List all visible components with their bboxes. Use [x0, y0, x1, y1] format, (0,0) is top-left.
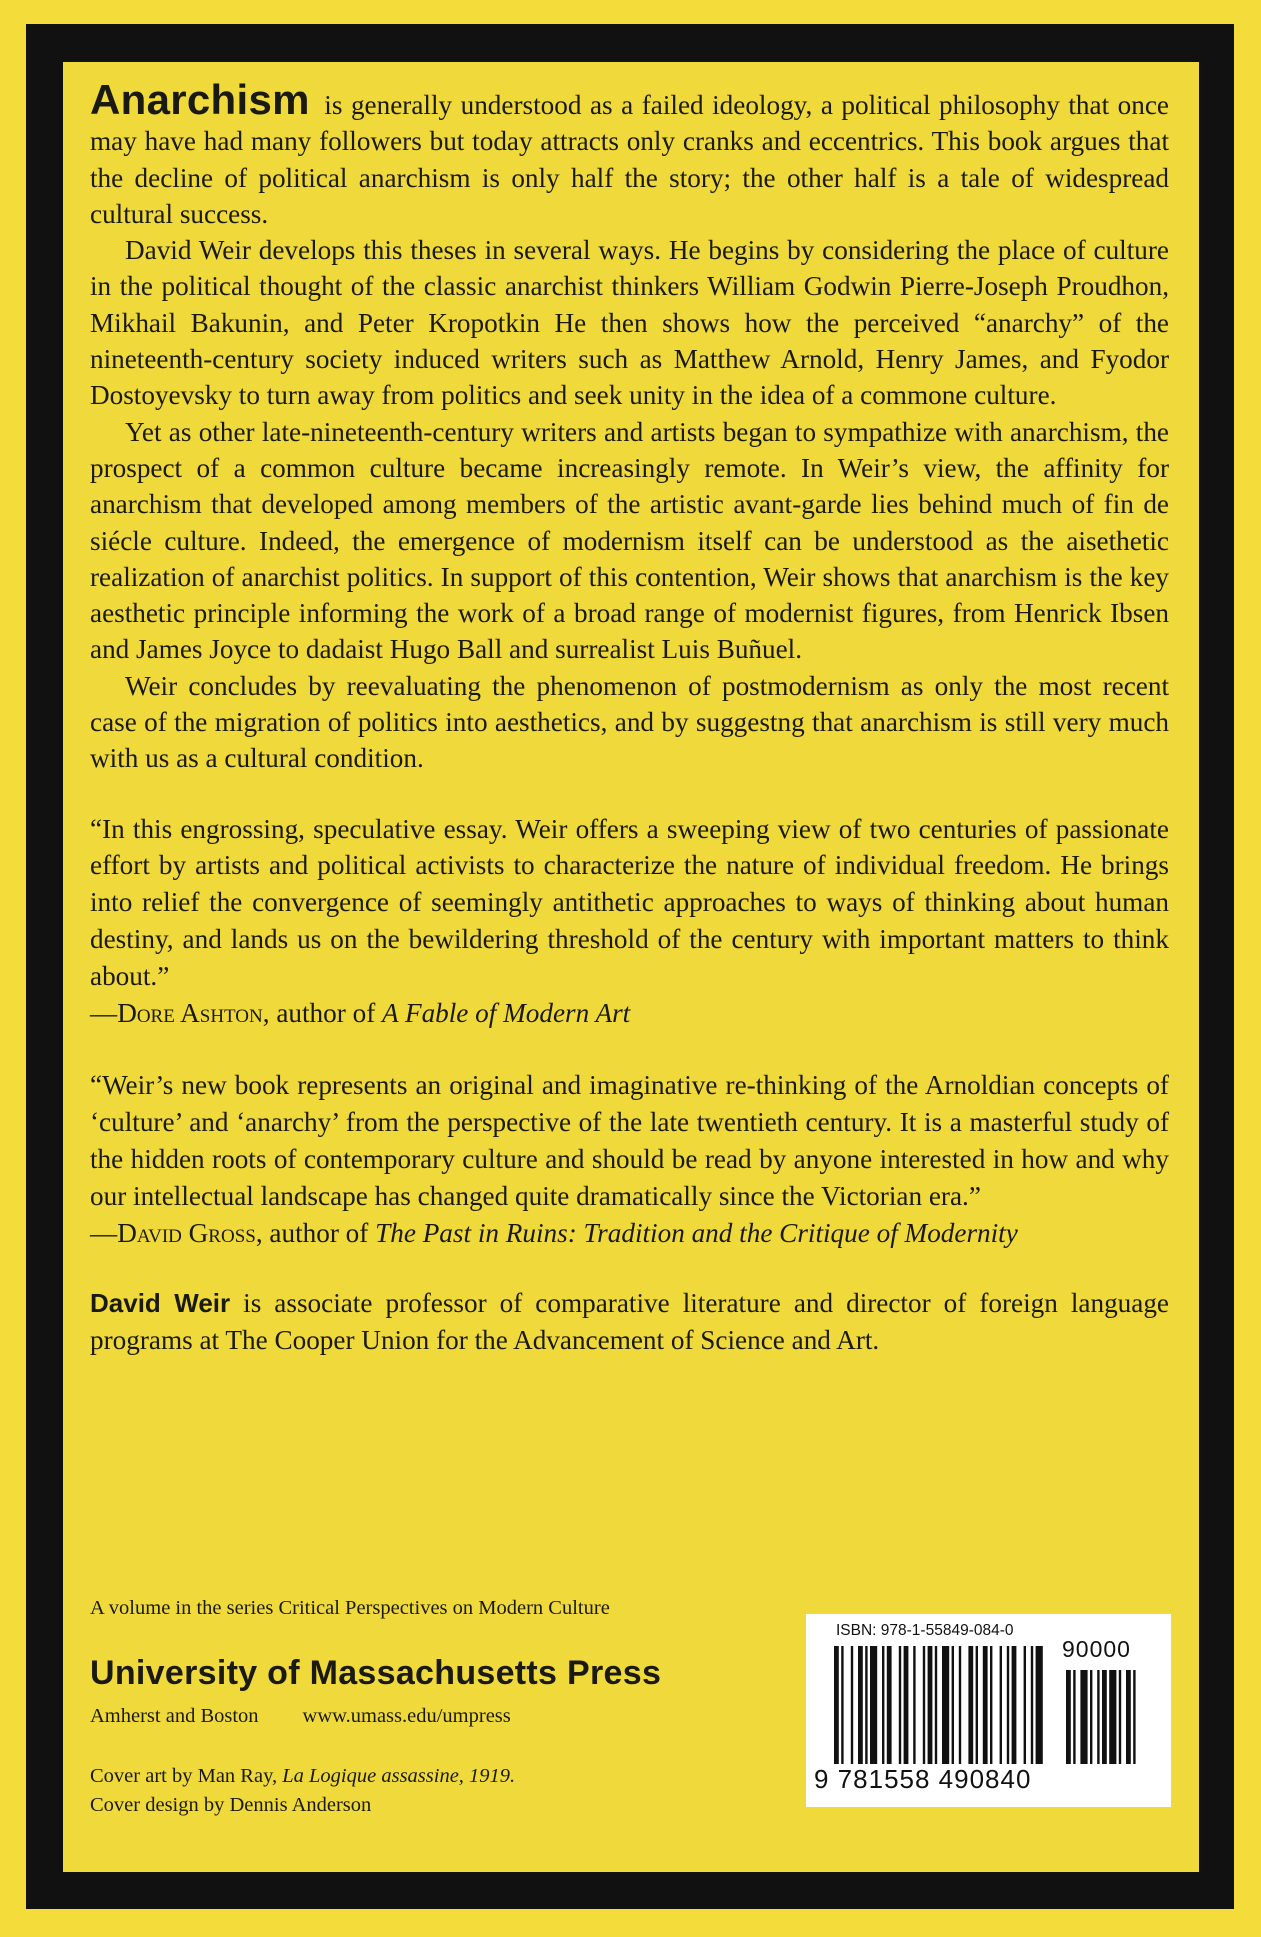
barcode-bar: [928, 1646, 933, 1764]
isbn-label: ISBN: 978-1-55849-084-0: [836, 1622, 1014, 1639]
barcode-bar: [959, 1646, 961, 1764]
barcode-bar: [952, 1646, 954, 1764]
barcode-bar: [935, 1646, 937, 1764]
barcode-bar: [870, 1646, 877, 1764]
barcode-bar: [865, 1646, 867, 1764]
blurb-quote-2: “Weir’s new book represents an original and imaginative re-thinking of the Arnoldian concepts of ‘culture’ and ‘anarchy’ from the perspective of the late twentieth century. It is a masterful study of the hidden roots of contemporary culture and should be read by anyone interested in how and why our intellectual landscape has changed quite dramatically since the Victorian era.”: [90, 1070, 1169, 1211]
barcode-digits: 9 781558 490840: [814, 1764, 1032, 1794]
barcode-bar: [887, 1646, 892, 1764]
barcode-bar: [1000, 1646, 1002, 1764]
blurb-work-2: The Past in Ruins: Tradition and the Critique of Modernity: [375, 1217, 1018, 1248]
publisher-location: [90, 1705, 511, 1728]
barcode-addon-bar: [1102, 1670, 1107, 1764]
cover-art-credit: Cover art by Man Ray, La Logique assassine, 1919.: [90, 1765, 516, 1787]
barcode-addon-bar: [1090, 1670, 1092, 1764]
barcode-bar: [834, 1646, 839, 1764]
author-bio: David Weir is associate professor of comparative literature and director of foreign language programs at The Cooper Union for the Advancement of Science and Art.: [90, 1288, 1169, 1355]
blurb-attribution-1: —Dore Ashton, author of A Fable of Modern Art: [90, 997, 631, 1028]
barcode-bar: [841, 1646, 843, 1764]
barcode-bar: [976, 1646, 978, 1764]
barcode-addon-bar: [1066, 1670, 1071, 1764]
isbn-barcode: [806, 1614, 1171, 1807]
description-paragraph-3: Yet as other late-nineteenth-century writers and artists began to sympathize with anarchism, the prospect of a common culture became increasingly remote. In Weir’s view, the affinity for anarchism that developed among members of the artistic avant-garde lies behind much of fin de siécle culture. Indeed, the emergence of modernism itself can be understood as the aisethetic realization of anarchist politics. In support of this contention, Weir shows that anarchism is the key aesthetic principle informing the work of a broad range of modernist figures, from Henrick Ibsen and James Joyce to dadaist Hugo Ball and surrealist Luis Buñuel.: [90, 416, 1169, 665]
barcode-bar: [942, 1646, 949, 1764]
spacer: [90, 1251, 1169, 1285]
lead-word: Anarchism: [90, 76, 310, 123]
blurb-author-1: Dore Ashton: [117, 997, 263, 1028]
barcode-bars: [834, 1646, 1164, 1766]
blurb-work-1: A Fable of Modern Art: [382, 997, 631, 1028]
barcode-bar: [1031, 1646, 1033, 1764]
author-name: David Weir: [90, 1288, 231, 1319]
description-paragraph-1: [90, 76, 1169, 232]
spacer: [90, 1031, 1169, 1067]
cover-credits: [90, 1762, 515, 1820]
blurb-author-2: David Gross: [117, 1217, 256, 1248]
barcode-bar: [983, 1646, 988, 1764]
description-paragraph-4: Weir concludes by reevaluating the phenomenon of postmodernism as only the most recent case of the migration of politics into aesthetics, and by suggestng that anarchism is still very much with us as a cultural condition.: [90, 670, 1169, 774]
publisher-place: Amherst and Boston: [90, 1705, 259, 1727]
barcode-bar: [899, 1646, 901, 1764]
barcode-bar: [990, 1646, 992, 1764]
barcode-bar: [904, 1646, 909, 1764]
series-line: A volume in the series Critical Perspectives on Modern Culture: [90, 1597, 610, 1619]
barcode-bar: [968, 1646, 973, 1764]
barcode-addon-bar: [1119, 1670, 1121, 1764]
blurb-attribution-2: —David Gross, author of The Past in Ruins: Tradition and the Critique of Modernity: [90, 1217, 1018, 1248]
barcode-bar: [851, 1646, 853, 1764]
barcode-bar: [1007, 1646, 1009, 1764]
barcode-bar: [882, 1646, 884, 1764]
barcode-bar: [923, 1646, 925, 1764]
barcode-addon-bar: [1097, 1670, 1099, 1764]
barcode-bar: [858, 1646, 863, 1764]
barcode-addon-bar: [1080, 1670, 1087, 1764]
spacer: [90, 777, 1169, 811]
blurb-quote-1: “In this engrossing, speculative essay. Weir offers a sweeping view of two centuries of passionate effort by artists and political activists to characterize the nature of individual freedom. He brings into relief the convergence of seemingly antithetic approaches to ways of thinking about human destiny, and lands us on the bewildering threshold of the century with important matters to think about.”: [90, 813, 1169, 991]
barcode-addon-bar: [1126, 1670, 1131, 1764]
publisher-name: University of Massachusetts Press: [90, 1654, 662, 1692]
barcode-addon-bar: [1133, 1670, 1135, 1764]
barcode-bar: [913, 1646, 915, 1764]
barcode-addon-bar: [1073, 1670, 1075, 1764]
lead-text: is generally understood as a failed ideology, a political philosophy that once may have had many followers but today attracts only cranks and eccentrics. This book argues that the decline of political anarchism is only half the story; the other half is a tale of widespread cultural success.: [90, 90, 1169, 229]
barcode-bar: [1012, 1646, 1017, 1764]
yellow-text-panel: [63, 62, 1199, 1872]
description-paragraph-2: David Weir develops this theses in several ways. He begins by considering the place of culture in the political thought of the classic anarchist thinkers William Godwin Pierre-Joseph Proudhon, Mikhail Bakunin, and Peter Kropotkin He then shows how the perceived “anarchy” of the nineteenth-century society induced writers such as Matthew Arnold, Henry James, and Fyodor Dostoyevsky to turn away from politics and seek unity in the idea of a commone culture.: [90, 235, 1169, 411]
barcode-addon-digits: 90000: [1062, 1636, 1131, 1662]
publisher-url: www.umass.edu/umpress: [302, 1705, 511, 1727]
barcode-addon-bar: [1109, 1670, 1116, 1764]
barcode-bar: [1036, 1646, 1043, 1764]
barcode-bar: [1024, 1646, 1026, 1764]
cover-design-credit: Cover design by Dennis Anderson: [90, 1794, 372, 1816]
